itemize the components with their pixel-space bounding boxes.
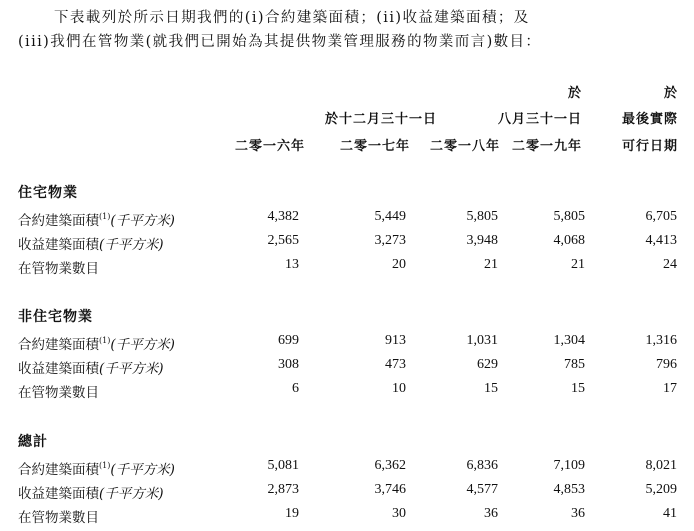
table-row <box>0 480 694 504</box>
table-cell: 796 <box>656 357 677 372</box>
table-cell: 629 <box>477 357 498 372</box>
intro-line-1: 下表載列於所示日期我們的(i)合約建築面積；(ii)收益建築面積；及 <box>54 10 530 26</box>
table-cell: 4,577 <box>466 482 498 497</box>
intro-line-2: (iii)我們在管物業(就我們已開始為其提供物業管理服務的物業而言)數目： <box>18 34 542 50</box>
row-label: 在管物業數目 <box>18 385 99 401</box>
table-cell: 8,021 <box>645 458 677 473</box>
table-cell: 5,081 <box>267 458 299 473</box>
table-row <box>0 207 694 231</box>
table-cell: 699 <box>278 333 299 348</box>
header-col-2019: 二零一九年 <box>511 139 582 154</box>
table-cell: 21 <box>484 257 498 272</box>
table-cell: 1,316 <box>645 333 677 348</box>
row-label: 合約建築面積$^{(1)}$(千平方米) <box>18 212 175 229</box>
table-cell: 17 <box>663 381 677 396</box>
table-cell: 20 <box>392 257 406 272</box>
table-row <box>0 456 694 480</box>
header-latest-line2: 可行日期 <box>621 139 678 154</box>
table-row <box>0 355 694 379</box>
table-cell: 15 <box>571 381 585 396</box>
table-cell: 13 <box>285 257 299 272</box>
section-title: 總計 <box>18 434 48 450</box>
section-title: 住宅物業 <box>18 185 78 201</box>
table-cell: 5,449 <box>374 209 406 224</box>
row-label: 合約建築面積$^{(1)}$(千平方米) <box>18 336 175 353</box>
row-label: 收益建築面積(千平方米) <box>18 361 164 377</box>
table-row <box>0 255 694 279</box>
table-cell: 5,209 <box>645 482 677 497</box>
row-label: 在管物業數目 <box>18 261 99 277</box>
header-dec31-group: 於十二月三十一日 <box>325 112 438 127</box>
table-cell: 36 <box>571 506 585 521</box>
row-label: 收益建築面積(千平方米) <box>18 486 164 502</box>
header-latest-prefix: 於 <box>663 86 678 101</box>
header-aug-prefix: 於 <box>567 86 582 101</box>
table-cell: 19 <box>285 506 299 521</box>
header-col-2016: 二零一六年 <box>234 139 305 154</box>
table-cell: 6,362 <box>374 458 406 473</box>
table-cell: 15 <box>484 381 498 396</box>
header-col-2018: 二零一八年 <box>429 139 500 154</box>
table-row <box>0 331 694 355</box>
table-cell: 36 <box>484 506 498 521</box>
table-cell: 4,853 <box>553 482 585 497</box>
header-col-2017: 二零一七年 <box>339 139 410 154</box>
table-row <box>0 504 694 528</box>
table-cell: 1,304 <box>553 333 585 348</box>
intro-paragraph <box>18 6 688 54</box>
table-cell: 3,948 <box>466 233 498 248</box>
table-cell: 5,805 <box>553 209 585 224</box>
table-cell: 5,805 <box>466 209 498 224</box>
table-cell: 3,746 <box>374 482 406 497</box>
table-cell: 4,413 <box>645 233 677 248</box>
table-cell: 30 <box>392 506 406 521</box>
header-aug-label: 八月三十一日 <box>497 112 582 127</box>
row-label: 在管物業數目 <box>18 510 99 526</box>
table-cell: 4,382 <box>267 209 299 224</box>
table-cell: 41 <box>663 506 677 521</box>
table-cell: 308 <box>278 357 299 372</box>
table-cell: 24 <box>663 257 677 272</box>
section-title: 非住宅物業 <box>18 309 93 325</box>
table-row <box>0 379 694 403</box>
row-label: 合約建築面積$^{(1)}$(千平方米) <box>18 461 175 478</box>
table-cell: 6,836 <box>466 458 498 473</box>
table-cell: 473 <box>385 357 406 372</box>
table-cell: 3,273 <box>374 233 406 248</box>
table-cell: 10 <box>392 381 406 396</box>
header-latest-line1: 最後實際 <box>621 112 678 127</box>
table-cell: 913 <box>385 333 406 348</box>
table-cell: 6 <box>292 381 299 396</box>
table-cell: 6,705 <box>645 209 677 224</box>
row-label: 收益建築面積(千平方米) <box>18 237 164 253</box>
table-cell: 21 <box>571 257 585 272</box>
table-cell: 2,873 <box>267 482 299 497</box>
table-cell: 1,031 <box>466 333 498 348</box>
table-cell: 785 <box>564 357 585 372</box>
table-cell: 2,565 <box>267 233 299 248</box>
table-row <box>0 231 694 255</box>
table-cell: 7,109 <box>553 458 585 473</box>
table-cell: 4,068 <box>553 233 585 248</box>
